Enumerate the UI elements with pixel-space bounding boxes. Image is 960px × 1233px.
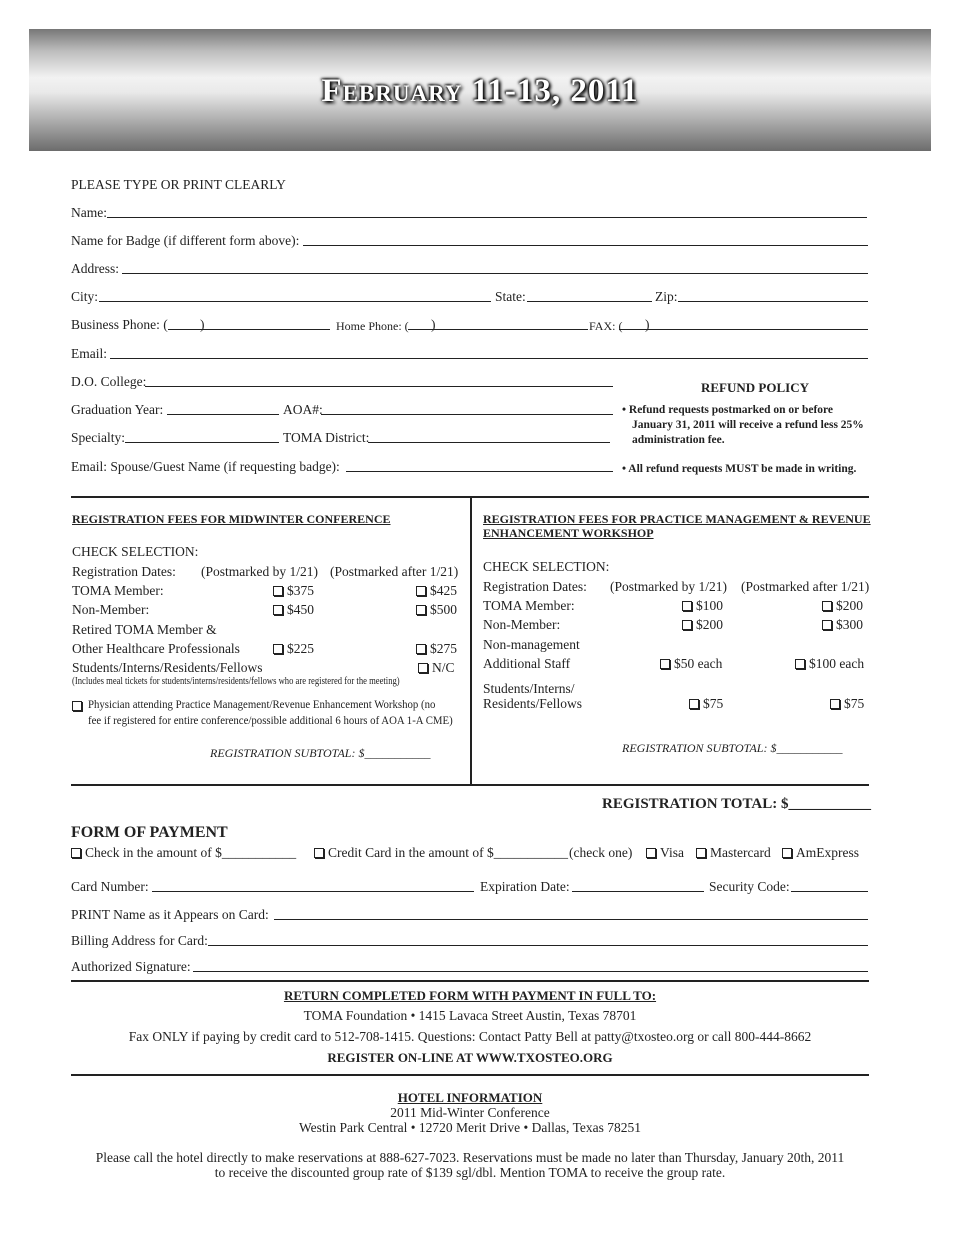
midwinter-retired-late-option[interactable]: $275 (416, 641, 457, 657)
checkbox[interactable] (689, 699, 699, 709)
fees-divider (470, 497, 472, 785)
total-rule (71, 784, 869, 786)
checkbox[interactable] (822, 601, 832, 611)
toma-district-field[interactable] (368, 442, 610, 443)
register-online: REGISTER ON-LINE AT WWW.TXOSTEO.ORG (327, 1050, 613, 1065)
midwinter-retired-label-1: Retired TOMA Member & (72, 622, 217, 637)
physician-workshop-line-2: fee if registered for entire conference/possible additional 6 hours of AOA 1-A CME) (88, 713, 453, 727)
signature-label: Authorized Signature: (71, 959, 191, 974)
hotel-title: HOTEL INFORMATION (397, 1090, 543, 1105)
mastercard-option[interactable]: Mastercard (696, 845, 771, 861)
refund-line-3: administration fee. (632, 434, 725, 446)
checkbox[interactable] (416, 644, 426, 654)
graduation-year-label: Graduation Year: (71, 402, 164, 417)
check-one-label: (check one) (569, 845, 633, 860)
state-field[interactable] (527, 301, 652, 302)
amex-option[interactable]: AmExpress (782, 845, 859, 861)
workshop-row-label: TOMA Member: (483, 598, 575, 613)
expiration-label: Expiration Date: (480, 879, 570, 894)
specialty-field[interactable] (125, 442, 279, 443)
checkbox[interactable] (416, 605, 426, 615)
workshop-row-label: Non-Member: (483, 617, 561, 632)
card-number-field[interactable] (152, 891, 474, 892)
check-payment-option[interactable]: Check in the amount of $___________ (71, 845, 296, 861)
midwinter-late-header: (Postmarked after 1/21) (330, 564, 459, 579)
checkbox[interactable] (416, 586, 426, 596)
checkbox[interactable] (682, 620, 692, 630)
workshop-students-label-1: Students/Interns/ (483, 681, 575, 696)
visa-option[interactable]: Visa (646, 845, 684, 861)
refund-line-4: • All refund requests MUST be made in writing. (622, 463, 857, 475)
midwinter-retired-label-2: Other Healthcare Professionals (72, 641, 240, 656)
workshop-nonmember-early-option[interactable]: $200 (682, 617, 723, 633)
workshop-subtotal[interactable]: REGISTRATION SUBTOTAL: $___________ (622, 741, 843, 755)
midwinter-member-early-option[interactable]: $375 (273, 583, 314, 599)
workshop-check-selection: CHECK SELECTION: (483, 559, 610, 574)
return-fax-info: Fax ONLY if paying by credit card to 512-708-1415. Questions: Contact Patty Bell at patty@txosteo.org or call 800-444-8662 (128, 1029, 812, 1044)
checkbox[interactable] (273, 644, 283, 654)
physician-workshop-line-1: Physician attending Practice Management/Revenue Enhancement Workshop (no (88, 697, 436, 711)
workshop-students-label-2: Residents/Fellows (483, 696, 583, 711)
workshop-title-1: REGISTRATION FEES FOR PRACTICE MANAGEMENT & REVENUE (483, 512, 871, 526)
aoa-field[interactable] (321, 414, 613, 415)
address-label: Address: (71, 261, 119, 276)
spouse-email-field[interactable] (346, 471, 613, 472)
checkbox[interactable] (418, 663, 428, 673)
workshop-title-2: ENHANCEMENT WORKSHOP (483, 526, 654, 540)
fax-label: FAX: ( (589, 319, 623, 333)
workshop-nonmgmt-early-option[interactable]: $50 each (660, 656, 722, 672)
credit-payment-option[interactable]: Credit Card in the amount of $___________ (314, 845, 568, 861)
registration-total[interactable]: REGISTRATION TOTAL: $___________ (602, 796, 871, 812)
graduation-year-field[interactable] (167, 414, 279, 415)
midwinter-subtotal[interactable]: REGISTRATION SUBTOTAL: $___________ (210, 746, 431, 760)
checkbox[interactable] (782, 848, 792, 858)
fax-paren: ) (645, 317, 650, 332)
security-code-label: Security Code: (709, 879, 790, 894)
do-college-label: D.O. College: (71, 374, 147, 389)
workshop-member-early-option[interactable]: $100 (682, 598, 723, 614)
badge-name-label: Name for Badge (if different form above): (71, 233, 300, 248)
expiration-field[interactable] (572, 891, 704, 892)
city-label: City: (71, 289, 99, 304)
state-label: State: (495, 289, 526, 304)
hotel-line-4: to receive the discounted group rate of $139 sgl/dbl. Mention TOMA to receive the group rate. (214, 1165, 726, 1180)
checkbox[interactable] (830, 699, 840, 709)
midwinter-students-option[interactable]: N/C (418, 660, 455, 676)
return-title: RETURN COMPLETED FORM WITH PAYMENT IN FULL TO: (283, 988, 657, 1003)
midwinter-row-label: TOMA Member: (72, 583, 164, 598)
do-college-field[interactable] (145, 386, 613, 387)
signature-field[interactable] (193, 971, 868, 972)
badge-name-field[interactable] (303, 245, 868, 246)
checkbox[interactable] (71, 848, 81, 858)
workshop-dates-label: Registration Dates: (483, 579, 587, 594)
event-date-title: February 11-13, 2011 (321, 73, 639, 109)
email-field[interactable] (110, 358, 868, 359)
zip-field[interactable] (678, 301, 868, 302)
midwinter-early-header: (Postmarked by 1/21) (201, 564, 318, 579)
midwinter-nonmember-late-option[interactable]: $500 (416, 602, 457, 618)
midwinter-dates-label: Registration Dates: (72, 564, 176, 579)
checkbox[interactable] (660, 659, 670, 669)
hotel-line-2: Westin Park Central • 12720 Merit Drive • Dallas, Texas 78251 (299, 1120, 641, 1135)
print-name-label: PRINT Name as it Appears on Card: (71, 907, 269, 922)
midwinter-retired-early-option[interactable]: $225 (273, 641, 314, 657)
city-field[interactable] (99, 301, 491, 302)
payment-bottom-rule (71, 980, 869, 982)
checkbox[interactable] (822, 620, 832, 630)
checkbox[interactable] (273, 586, 283, 596)
workshop-nonmgmt-late-option[interactable]: $100 each (795, 656, 864, 672)
checkbox[interactable] (314, 848, 324, 858)
address-field[interactable] (122, 273, 868, 274)
payment-title: FORM OF PAYMENT (71, 824, 228, 841)
business-phone-paren: ) (200, 317, 205, 332)
checkbox[interactable] (682, 601, 692, 611)
zip-label: Zip: (655, 289, 678, 304)
physician-workshop-option[interactable] (72, 697, 86, 715)
billing-address-field[interactable] (208, 945, 868, 946)
refund-policy-title: REFUND POLICY (701, 380, 809, 395)
security-code-field[interactable] (791, 891, 868, 892)
checkbox[interactable] (646, 848, 656, 858)
spouse-email-label: Email: Spouse/Guest Name (if requesting badge): (71, 459, 340, 474)
toma-district-label: TOMA District: (283, 430, 370, 445)
workshop-late-header: (Postmarked after 1/21) (741, 579, 870, 594)
fax-field[interactable] (619, 329, 868, 330)
workshop-nonmgmt-label-2: Additional Staff (483, 656, 571, 671)
aoa-label: AOA#: (283, 402, 323, 417)
midwinter-nonmember-early-option[interactable]: $450 (273, 602, 314, 618)
workshop-students-early-option[interactable]: $75 (689, 696, 723, 712)
checkbox[interactable] (72, 701, 82, 711)
home-phone-label: Home Phone: ( (336, 319, 409, 333)
midwinter-check-selection: CHECK SELECTION: (72, 544, 199, 559)
return-address: TOMA Foundation • 1415 Lavaca Street Austin, Texas 78701 (303, 1008, 637, 1023)
refund-line-1: • Refund requests postmarked on or before (622, 404, 834, 416)
midwinter-title: REGISTRATION FEES FOR MIDWINTER CONFERENCE (72, 512, 391, 526)
midwinter-students-label: Students/Interns/Residents/Fellows (72, 660, 263, 675)
card-number-label: Card Number: (71, 879, 149, 894)
name-label: Name: (71, 205, 107, 220)
workshop-member-late-option[interactable]: $200 (822, 598, 863, 614)
checkbox[interactable] (696, 848, 706, 858)
hotel-line-1: 2011 Mid-Winter Conference (390, 1105, 550, 1120)
refund-line-2: January 31, 2011 will receive a refund less 25% (632, 419, 864, 431)
workshop-nonmember-late-option[interactable]: $300 (822, 617, 863, 633)
business-phone-field[interactable] (168, 329, 330, 330)
business-phone-label: Business Phone: ( (71, 317, 168, 332)
header-banner (29, 29, 931, 151)
print-name-field[interactable] (274, 919, 868, 920)
hotel-top-rule (71, 1074, 869, 1076)
home-phone-paren: ) (431, 317, 436, 332)
midwinter-row-label: Non-Member: (72, 602, 150, 617)
workshop-early-header: (Postmarked by 1/21) (610, 579, 727, 594)
workshop-students-late-option[interactable]: $75 (830, 696, 864, 712)
midwinter-meal-note: (Includes meal tickets for students/interns/residents/fellows who are registered for the meeting) (72, 676, 400, 687)
hotel-line-3: Please call the hotel directly to make reservations at 888-627-7023. Reservations must be made no later than Thursday, January 20th, 2011 (95, 1150, 845, 1165)
checkbox[interactable] (795, 659, 805, 669)
billing-address-label: Billing Address for Card: (71, 933, 208, 948)
email-label: Email: (71, 346, 107, 361)
workshop-nonmgmt-label-1: Non-management (483, 637, 580, 652)
midwinter-member-late-option[interactable]: $425 (416, 583, 457, 599)
specialty-label: Specialty: (71, 430, 125, 445)
name-field[interactable] (107, 217, 867, 218)
instruction-text: PLEASE TYPE OR PRINT CLEARLY (71, 177, 286, 192)
checkbox[interactable] (273, 605, 283, 615)
